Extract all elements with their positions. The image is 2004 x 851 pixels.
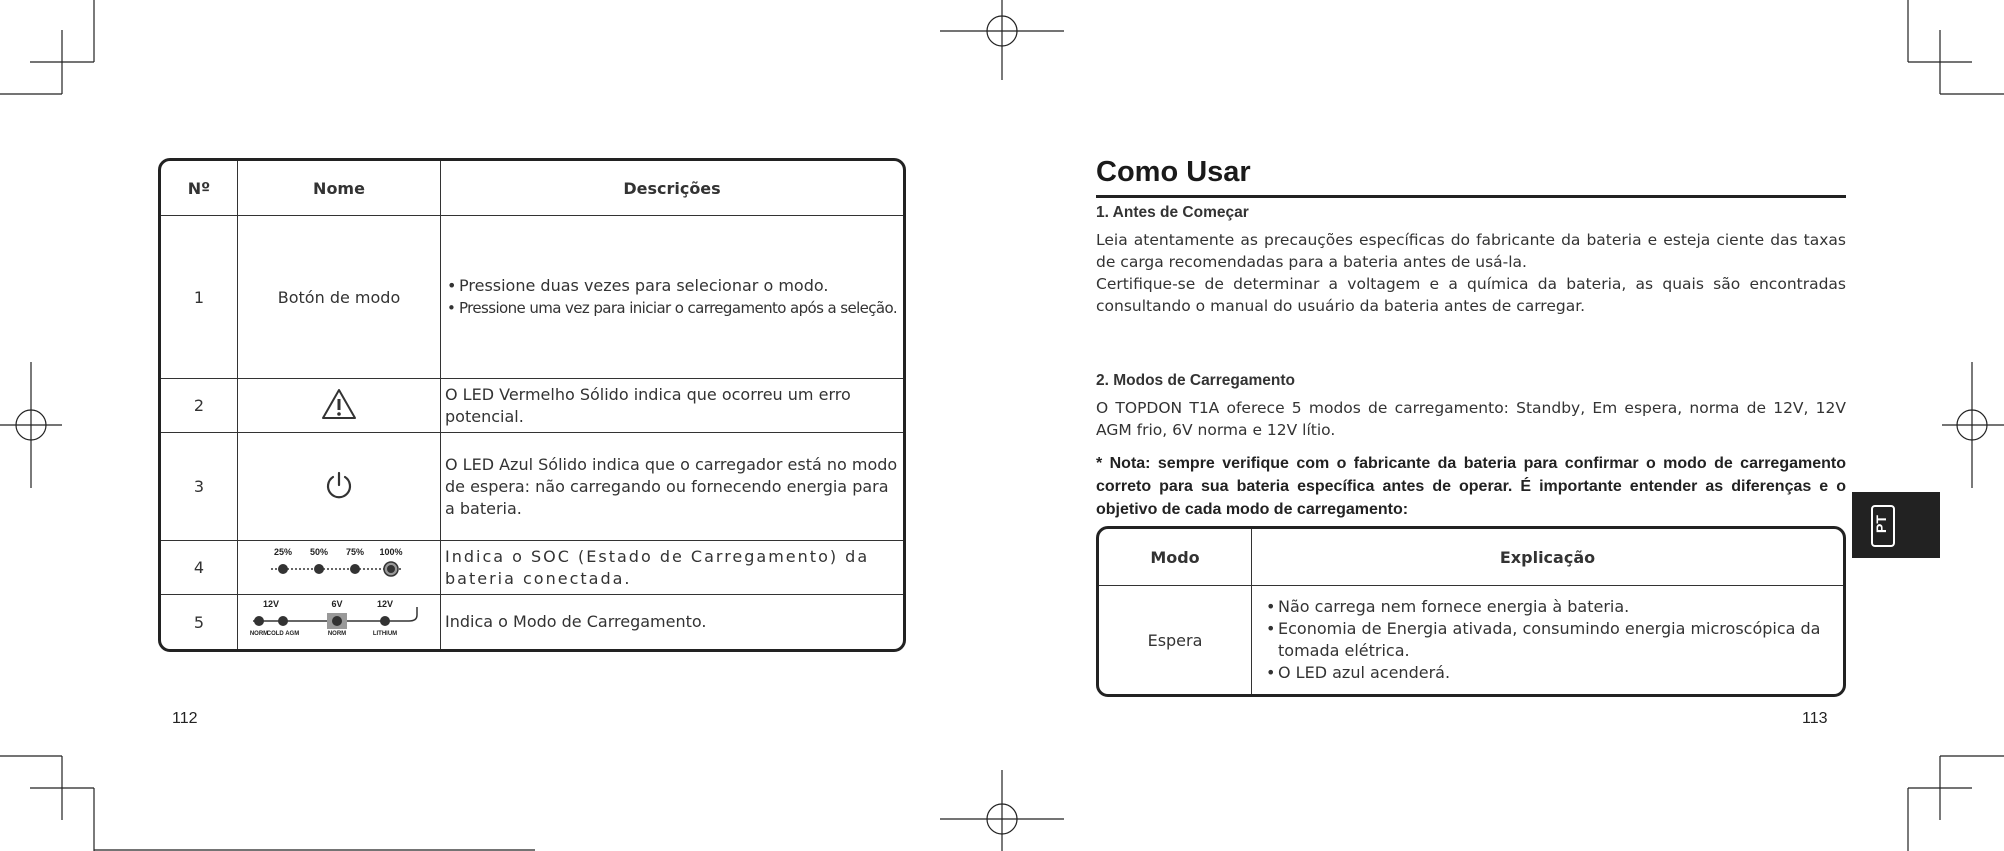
soc-led-graphic [269,545,409,587]
table-row [161,379,903,433]
warning-triangle-icon [321,388,357,420]
indicator-table [158,158,906,652]
bullet-item: • Não carrega nem fornece energia à bateria. [1264,596,1835,618]
section-1-paragraph-1: Leia atentamente as precauções específicas do fabricante da bateria e esteja ciente das taxas de carga recomendadas para a bateria antes de usá-la. [1096,231,1846,271]
row-description: O LED Azul Sólido indica que o carregador está no modo de espera: não carregando ou fornecendo energia para a bateria. [441,433,903,541]
row-description: Indica o SOC (Estado de Carregamento) da bateria conectada. [441,541,903,595]
column-header-name: Nome [238,161,441,216]
row-description: O LED Vermelho Sólido indica que ocorreu um erro potencial. [441,379,903,433]
mode-label-12v-lithium: 12V [376,599,394,609]
mode-sub-norm-6v: NORM [327,631,347,637]
mode-sub-lithium: LITHIUM [372,631,398,637]
row-icon-cell [238,379,441,433]
soc-led-indicator [238,541,441,595]
row-name: Botón de modo [238,216,441,379]
mode-sub-cold-agm: COLD AGM [266,631,300,637]
table-row [161,595,903,649]
column-header-mode: Modo [1099,529,1252,586]
charging-mode-graphic [249,597,429,643]
bullet-item: • Pressione duas vezes para selecionar o modo. [445,275,899,297]
table-row [161,541,903,595]
soc-label-25: 25% [273,546,293,557]
column-header-explanation: Explicação [1252,529,1843,586]
mode-label-12v: 12V [262,599,280,609]
mode-sub-norm: NORM [249,631,269,637]
soc-label-100: 100% [379,546,403,557]
modes-table [1096,526,1846,697]
page-title: Como Usar [1096,156,1251,188]
section-2-paragraph: O TOPDON T1A oferece 5 modos de carregamento: Standby, Em espera, norma de 12V, 12V AGM frio, 6V norma e 12V lítio. [1096,399,1846,439]
section-1-paragraph-2: Certifique-se de determinar a voltagem e a química da bateria, as quais são encontradas consultando o manual do usuário da bateria antes de carregar. [1096,275,1846,315]
title-rule [1096,195,1846,198]
note-text: * Nota: sempre verifique com o fabricante da bateria para confirmar o modo de carregamento correto para sua bateria específica antes de operar. É importante entender as diferenças e o objetivo de cada modo de carregamento: [1096,455,1846,518]
table-header-row [161,161,903,216]
row-number: 5 [161,595,238,649]
column-header-number: Nº [161,161,238,216]
mode-led-indicator [238,595,441,649]
table-header-row [1099,529,1843,586]
soc-label-50: 50% [309,546,329,557]
row-number: 1 [161,216,238,379]
mode-explanation [1252,586,1843,694]
table-row [161,433,903,541]
power-icon [324,470,354,500]
bullet-item: • O LED azul acenderá. [1264,662,1835,684]
bullet-item: • Pressione uma vez para iniciar o carregamento após a seleção. [445,297,899,319]
soc-label-75: 75% [345,546,365,557]
table-row [1099,586,1843,694]
table-row [161,216,903,379]
column-header-description: Descrições [441,161,903,216]
row-number: 4 [161,541,238,595]
section-heading-1: 1. Antes de Começar [1096,204,1249,221]
mode-label-6v: 6V [331,599,343,609]
section-heading-2: 2. Modos de Carregamento [1096,372,1295,389]
page-number-left: 112 [172,710,198,727]
row-number: 3 [161,433,238,541]
language-side-tab [1852,492,1940,558]
page-number-right: 113 [1802,710,1828,727]
row-icon-cell [238,433,441,541]
row-description [441,216,903,379]
bullet-item: • Economia de Energia ativada, consumindo energia microscópica da tomada elétrica. [1264,618,1835,662]
row-number: 2 [161,379,238,433]
row-description: Indica o Modo de Carregamento. [445,612,707,631]
mode-name: Espera [1099,586,1252,694]
language-tab-label: PT [1873,515,1889,533]
